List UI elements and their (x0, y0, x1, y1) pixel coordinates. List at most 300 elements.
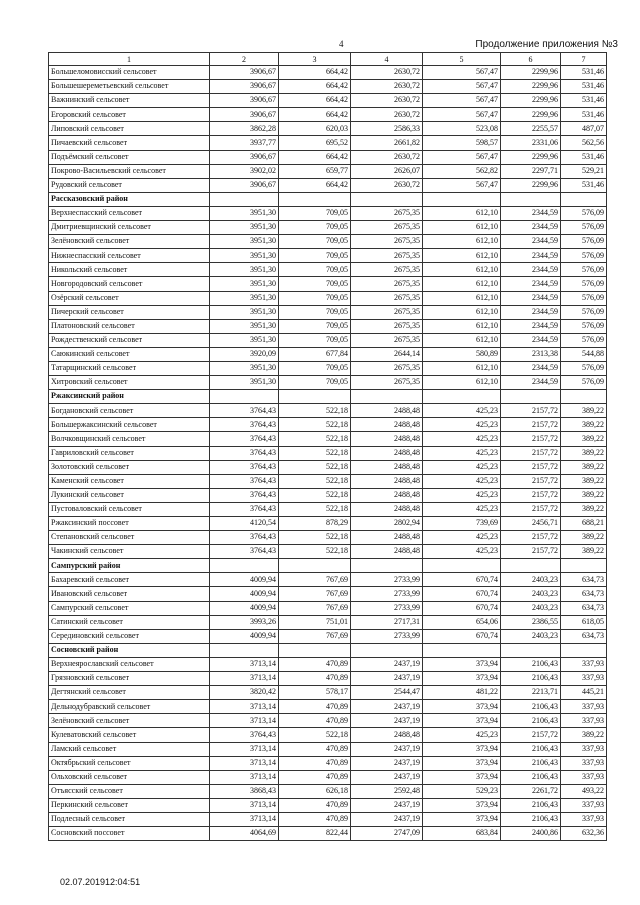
value-cell: 2488,48 (351, 531, 423, 545)
column-header: 5 (423, 53, 501, 66)
settlement-name: Пичаевский сельсовет (49, 136, 210, 150)
value-cell: 664,42 (279, 94, 351, 108)
value-cell: 2297,71 (501, 164, 561, 178)
empty-cell (501, 390, 561, 404)
value-cell: 2157,72 (501, 531, 561, 545)
column-header: 2 (210, 53, 279, 66)
value-cell: 389,22 (561, 728, 607, 742)
value-cell: 373,94 (423, 700, 501, 714)
value-cell: 688,21 (561, 517, 607, 531)
value-cell: 3713,14 (210, 657, 279, 671)
value-cell: 2403,23 (501, 587, 561, 601)
value-cell: 3713,14 (210, 798, 279, 812)
value-cell: 2344,59 (501, 333, 561, 347)
value-cell: 2437,19 (351, 756, 423, 770)
value-cell: 576,09 (561, 291, 607, 305)
settlement-name: Ольховский сельсовет (49, 770, 210, 784)
value-cell: 522,18 (279, 531, 351, 545)
value-cell: 373,94 (423, 742, 501, 756)
empty-cell (351, 559, 423, 573)
value-cell: 389,22 (561, 446, 607, 460)
value-cell: 2157,72 (501, 404, 561, 418)
value-cell: 522,18 (279, 446, 351, 460)
empty-cell (423, 192, 501, 206)
value-cell: 2675,35 (351, 376, 423, 390)
value-cell: 2675,35 (351, 291, 423, 305)
value-cell: 470,89 (279, 770, 351, 784)
empty-cell (210, 559, 279, 573)
value-cell: 4120,54 (210, 517, 279, 531)
table-row (49, 122, 607, 136)
table-row (49, 798, 607, 812)
value-cell: 337,93 (561, 812, 607, 826)
value-cell: 2403,23 (501, 573, 561, 587)
table-row (49, 517, 607, 531)
empty-cell (210, 192, 279, 206)
table-row (49, 714, 607, 728)
settlement-name: Липовский сельсовет (49, 122, 210, 136)
empty-cell (423, 643, 501, 657)
value-cell: 522,18 (279, 460, 351, 474)
value-cell: 2733,99 (351, 601, 423, 615)
value-cell: 2675,35 (351, 319, 423, 333)
value-cell: 3713,14 (210, 770, 279, 784)
value-cell: 2157,72 (501, 488, 561, 502)
table-row (49, 728, 607, 742)
value-cell: 612,10 (423, 235, 501, 249)
value-cell: 576,09 (561, 319, 607, 333)
value-cell: 3906,67 (210, 80, 279, 94)
value-cell: 3951,30 (210, 291, 279, 305)
table-row (49, 376, 607, 390)
empty-cell (561, 559, 607, 573)
value-cell: 2437,19 (351, 770, 423, 784)
value-cell: 2400,86 (501, 827, 561, 841)
column-header: 4 (351, 53, 423, 66)
settlement-name: Чакинский сельсовет (49, 545, 210, 559)
value-cell: 337,93 (561, 742, 607, 756)
empty-cell (351, 192, 423, 206)
value-cell: 664,42 (279, 80, 351, 94)
value-cell: 3951,30 (210, 221, 279, 235)
table-row (49, 446, 607, 460)
value-cell: 612,10 (423, 291, 501, 305)
value-cell: 3906,67 (210, 178, 279, 192)
table-row (49, 277, 607, 291)
value-cell: 2344,59 (501, 235, 561, 249)
value-cell: 2586,33 (351, 122, 423, 136)
value-cell: 373,94 (423, 657, 501, 671)
value-cell: 767,69 (279, 629, 351, 643)
settlement-name: Большержаксинский сельсовет (49, 418, 210, 432)
settlement-name: Бахаревский сельсовет (49, 573, 210, 587)
value-cell: 523,08 (423, 122, 501, 136)
table-row (49, 812, 607, 826)
value-cell: 709,05 (279, 361, 351, 375)
table-row (49, 150, 607, 164)
value-cell: 2488,48 (351, 728, 423, 742)
value-cell: 425,23 (423, 502, 501, 516)
value-cell: 425,23 (423, 432, 501, 446)
value-cell: 632,36 (561, 827, 607, 841)
settlement-name: Хитровский сельсовет (49, 376, 210, 390)
table-row (49, 221, 607, 235)
empty-cell (279, 390, 351, 404)
value-cell: 2488,48 (351, 404, 423, 418)
column-header: 6 (501, 53, 561, 66)
value-cell: 2626,07 (351, 164, 423, 178)
value-cell: 2157,72 (501, 418, 561, 432)
settlement-name: Каменский сельсовет (49, 474, 210, 488)
value-cell: 576,09 (561, 249, 607, 263)
value-cell: 531,46 (561, 80, 607, 94)
value-cell: 389,22 (561, 460, 607, 474)
settlement-name: Сампурский сельсовет (49, 601, 210, 615)
settlement-name: Дегтянский сельсовет (49, 686, 210, 700)
value-cell: 634,73 (561, 587, 607, 601)
table-header-row (49, 53, 607, 66)
value-cell: 531,46 (561, 66, 607, 80)
value-cell: 470,89 (279, 700, 351, 714)
value-cell: 3713,14 (210, 742, 279, 756)
value-cell: 531,46 (561, 178, 607, 192)
value-cell: 2630,72 (351, 94, 423, 108)
value-cell: 2106,43 (501, 756, 561, 770)
value-cell: 2106,43 (501, 798, 561, 812)
value-cell: 522,18 (279, 502, 351, 516)
empty-cell (351, 643, 423, 657)
value-cell: 3951,30 (210, 376, 279, 390)
value-cell: 3902,02 (210, 164, 279, 178)
value-cell: 2403,23 (501, 601, 561, 615)
value-cell: 612,10 (423, 206, 501, 220)
value-cell: 2437,19 (351, 714, 423, 728)
empty-cell (423, 559, 501, 573)
value-cell: 2344,59 (501, 206, 561, 220)
settlement-name: Зелёновский сельсовет (49, 714, 210, 728)
value-cell: 670,74 (423, 573, 501, 587)
empty-cell (501, 559, 561, 573)
value-cell: 2386,55 (501, 615, 561, 629)
value-cell: 2157,72 (501, 446, 561, 460)
value-cell: 2488,48 (351, 432, 423, 446)
value-cell: 767,69 (279, 587, 351, 601)
value-cell: 531,46 (561, 150, 607, 164)
value-cell: 389,22 (561, 474, 607, 488)
value-cell: 709,05 (279, 221, 351, 235)
value-cell: 389,22 (561, 545, 607, 559)
value-cell: 4009,94 (210, 587, 279, 601)
value-cell: 2675,35 (351, 263, 423, 277)
value-cell: 2344,59 (501, 249, 561, 263)
value-cell: 2437,19 (351, 742, 423, 756)
empty-cell (501, 192, 561, 206)
value-cell: 3920,09 (210, 347, 279, 361)
table-row (49, 432, 607, 446)
settlement-name: Платоновский сельсовет (49, 319, 210, 333)
value-cell: 2344,59 (501, 319, 561, 333)
value-cell: 664,42 (279, 178, 351, 192)
value-cell: 2344,59 (501, 376, 561, 390)
value-cell: 670,74 (423, 629, 501, 643)
value-cell: 567,47 (423, 150, 501, 164)
settlement-name: Новгородовский сельсовет (49, 277, 210, 291)
value-cell: 709,05 (279, 263, 351, 277)
table-row (49, 573, 607, 587)
value-cell: 2344,59 (501, 361, 561, 375)
value-cell: 664,42 (279, 66, 351, 80)
settlement-name: Егоровский сельсовет (49, 108, 210, 122)
value-cell: 2592,48 (351, 784, 423, 798)
value-cell: 2675,35 (351, 277, 423, 291)
value-cell: 425,23 (423, 728, 501, 742)
value-cell: 612,10 (423, 277, 501, 291)
value-cell: 2661,82 (351, 136, 423, 150)
empty-cell (279, 559, 351, 573)
settlement-name: Богдановский сельсовет (49, 404, 210, 418)
value-cell: 389,22 (561, 418, 607, 432)
table-row (49, 657, 607, 671)
value-cell: 576,09 (561, 361, 607, 375)
value-cell: 470,89 (279, 798, 351, 812)
value-cell: 522,18 (279, 432, 351, 446)
value-cell: 2733,99 (351, 573, 423, 587)
value-cell: 695,52 (279, 136, 351, 150)
value-cell: 2488,48 (351, 446, 423, 460)
value-cell: 598,57 (423, 136, 501, 150)
table-row (49, 404, 607, 418)
value-cell: 612,10 (423, 376, 501, 390)
value-cell: 389,22 (561, 531, 607, 545)
settlement-name: Грязновский сельсовет (49, 672, 210, 686)
value-cell: 612,10 (423, 221, 501, 235)
table-row (49, 474, 607, 488)
value-cell: 576,09 (561, 305, 607, 319)
value-cell: 481,22 (423, 686, 501, 700)
table-row (49, 700, 607, 714)
value-cell: 670,74 (423, 587, 501, 601)
settlement-name: Ржаксинский поссовет (49, 517, 210, 531)
value-cell: 2106,43 (501, 770, 561, 784)
value-cell: 576,09 (561, 263, 607, 277)
value-cell: 2157,72 (501, 545, 561, 559)
table-row (49, 291, 607, 305)
settlement-name: Саюкинский сельсовет (49, 347, 210, 361)
value-cell: 531,46 (561, 94, 607, 108)
value-cell: 3764,43 (210, 446, 279, 460)
value-cell: 664,42 (279, 150, 351, 164)
settlement-name: Золотовский сельсовет (49, 460, 210, 474)
value-cell: 3764,43 (210, 728, 279, 742)
settlement-name: Покрово-Васильевский сельсовет (49, 164, 210, 178)
value-cell: 2437,19 (351, 798, 423, 812)
value-cell: 4009,94 (210, 573, 279, 587)
value-cell: 612,10 (423, 263, 501, 277)
page-number: 4 (339, 39, 344, 49)
value-cell: 3764,43 (210, 404, 279, 418)
value-cell: 529,21 (561, 164, 607, 178)
table-row (49, 333, 607, 347)
value-cell: 2403,23 (501, 629, 561, 643)
value-cell: 3820,42 (210, 686, 279, 700)
settlement-name: Ламский сельсовет (49, 742, 210, 756)
value-cell: 3868,43 (210, 784, 279, 798)
region-name: Сосновский район (49, 643, 210, 657)
value-cell: 677,84 (279, 347, 351, 361)
value-cell: 3937,77 (210, 136, 279, 150)
settlement-name: Перкинский сельсовет (49, 798, 210, 812)
value-cell: 373,94 (423, 714, 501, 728)
value-cell: 425,23 (423, 418, 501, 432)
table-row (49, 263, 607, 277)
settlement-name: Кулеватовский сельсовет (49, 728, 210, 742)
value-cell: 337,93 (561, 700, 607, 714)
settlement-name: Верхнеспасский сельсовет (49, 206, 210, 220)
settlement-name: Ивановский сельсовет (49, 587, 210, 601)
value-cell: 2630,72 (351, 108, 423, 122)
value-cell: 389,22 (561, 488, 607, 502)
value-cell: 2437,19 (351, 812, 423, 826)
value-cell: 2344,59 (501, 263, 561, 277)
value-cell: 670,74 (423, 601, 501, 615)
value-cell: 470,89 (279, 657, 351, 671)
value-cell: 2157,72 (501, 728, 561, 742)
value-cell: 2106,43 (501, 812, 561, 826)
table-row (49, 235, 607, 249)
value-cell: 2157,72 (501, 474, 561, 488)
settlement-name: Серединовский сельсовет (49, 629, 210, 643)
value-cell: 612,10 (423, 333, 501, 347)
value-cell: 2456,71 (501, 517, 561, 531)
value-cell: 2106,43 (501, 672, 561, 686)
value-cell: 2717,31 (351, 615, 423, 629)
value-cell: 425,23 (423, 488, 501, 502)
value-cell: 709,05 (279, 277, 351, 291)
value-cell: 709,05 (279, 249, 351, 263)
value-cell: 3764,43 (210, 531, 279, 545)
value-cell: 522,18 (279, 474, 351, 488)
value-cell: 3906,67 (210, 66, 279, 80)
table-row (49, 305, 607, 319)
value-cell: 2299,96 (501, 150, 561, 164)
table-row (49, 615, 607, 629)
value-cell: 3951,30 (210, 361, 279, 375)
column-header: 1 (49, 53, 210, 66)
table-row (49, 587, 607, 601)
value-cell: 3713,14 (210, 700, 279, 714)
value-cell: 3951,30 (210, 235, 279, 249)
value-cell: 2299,96 (501, 66, 561, 80)
settlement-name: Дельнодубравский сельсовет (49, 700, 210, 714)
column-header: 3 (279, 53, 351, 66)
value-cell: 3764,43 (210, 460, 279, 474)
table-row (49, 347, 607, 361)
value-cell: 2644,14 (351, 347, 423, 361)
value-cell: 3713,14 (210, 714, 279, 728)
region-name: Сампурский район (49, 559, 210, 573)
value-cell: 2157,72 (501, 460, 561, 474)
settlement-name: Подъёмский сельсовет (49, 150, 210, 164)
value-cell: 3764,43 (210, 474, 279, 488)
value-cell: 576,09 (561, 376, 607, 390)
value-cell: 612,10 (423, 249, 501, 263)
value-cell: 3951,30 (210, 333, 279, 347)
table-row (49, 136, 607, 150)
table-row (49, 601, 607, 615)
value-cell: 3862,28 (210, 122, 279, 136)
settlement-name: Пичерский сельсовет (49, 305, 210, 319)
settlement-name: Верхнеярославский сельсовет (49, 657, 210, 671)
value-cell: 2437,19 (351, 657, 423, 671)
region-header-row (49, 192, 607, 206)
settlement-name: Сосновский поссовет (49, 827, 210, 841)
value-cell: 487,07 (561, 122, 607, 136)
value-cell: 3951,30 (210, 277, 279, 291)
value-cell: 3906,67 (210, 108, 279, 122)
value-cell: 2299,96 (501, 178, 561, 192)
settlement-name: Дмитриевщинский сельсовет (49, 221, 210, 235)
value-cell: 2213,71 (501, 686, 561, 700)
value-cell: 2675,35 (351, 206, 423, 220)
table-row (49, 686, 607, 700)
value-cell: 522,18 (279, 728, 351, 742)
value-cell: 425,23 (423, 404, 501, 418)
table-row (49, 249, 607, 263)
value-cell: 2488,48 (351, 418, 423, 432)
table-row (49, 178, 607, 192)
value-cell: 425,23 (423, 474, 501, 488)
table-row (49, 94, 607, 108)
value-cell: 425,23 (423, 446, 501, 460)
value-cell: 522,18 (279, 488, 351, 502)
value-cell: 3906,67 (210, 94, 279, 108)
column-header: 7 (561, 53, 607, 66)
empty-cell (279, 643, 351, 657)
value-cell: 2675,35 (351, 221, 423, 235)
empty-cell (279, 192, 351, 206)
region-name: Рассказовский район (49, 192, 210, 206)
value-cell: 576,09 (561, 206, 607, 220)
value-cell: 2675,35 (351, 361, 423, 375)
value-cell: 739,69 (423, 517, 501, 531)
value-cell: 337,93 (561, 657, 607, 671)
value-cell: 620,03 (279, 122, 351, 136)
value-cell: 612,10 (423, 305, 501, 319)
value-cell: 634,73 (561, 601, 607, 615)
empty-cell (351, 390, 423, 404)
value-cell: 3951,30 (210, 305, 279, 319)
value-cell: 822,44 (279, 827, 351, 841)
value-cell: 709,05 (279, 305, 351, 319)
value-cell: 2630,72 (351, 150, 423, 164)
value-cell: 3993,26 (210, 615, 279, 629)
value-cell: 2747,09 (351, 827, 423, 841)
value-cell: 567,47 (423, 66, 501, 80)
value-cell: 709,05 (279, 206, 351, 220)
value-cell: 767,69 (279, 573, 351, 587)
value-cell: 425,23 (423, 531, 501, 545)
region-header-row (49, 390, 607, 404)
value-cell: 3713,14 (210, 672, 279, 686)
value-cell: 2675,35 (351, 249, 423, 263)
value-cell: 3906,67 (210, 150, 279, 164)
table-row (49, 164, 607, 178)
value-cell: 470,89 (279, 812, 351, 826)
value-cell: 3764,43 (210, 432, 279, 446)
value-cell: 373,94 (423, 672, 501, 686)
region-header-row (49, 643, 607, 657)
value-cell: 337,93 (561, 770, 607, 784)
